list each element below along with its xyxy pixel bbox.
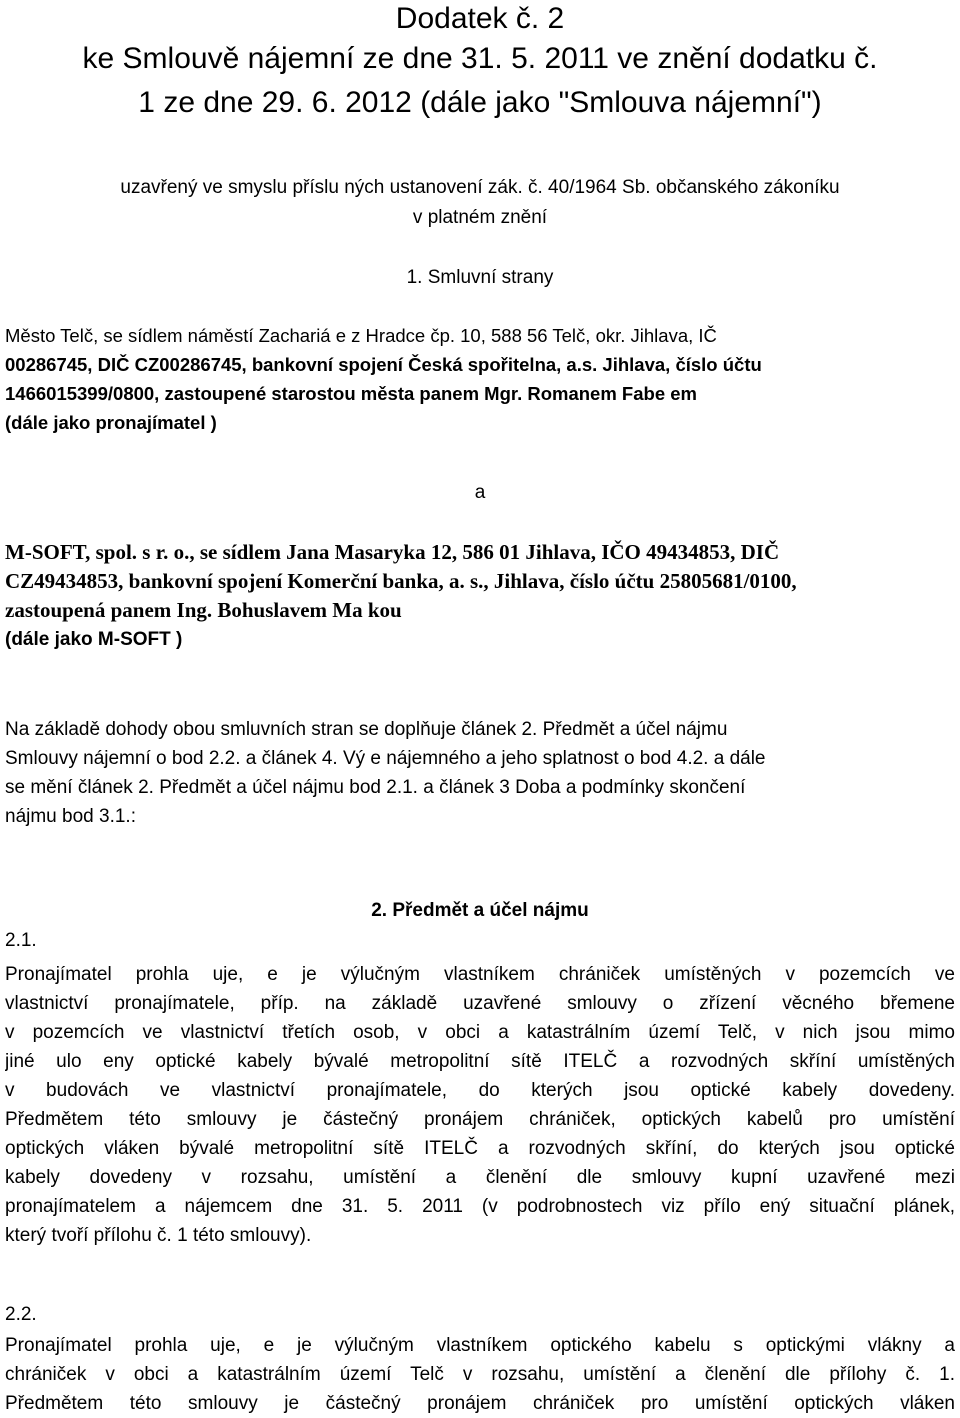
clause-2-1-line: v budovách ve vlastnictví pronajímatele, do kterých jsou optické kabely dovedeny. [5,1080,955,1101]
party-1-block [5,321,955,437]
intro-line: se mění článek 2. Předmět a účel nájmu bod 2.1. a článek 3 Doba a podmínky skončení [5,777,746,798]
document-title-line-1: Dodatek č. 2 [395,2,565,35]
party-1-line: Město Telč, se sídlem náměstí Zachariá e z Hradce čp. 10, 588 56 Telč, okr. Jihlava, IČ [5,325,717,346]
subtitle-line-2: v platném znění [412,207,548,228]
clause-2-1-line: který tvoří přílohu č. 1 této smlouvy). [5,1225,312,1246]
intro-line: nájmu bod 3.1.: [5,806,136,827]
intro-paragraph [5,715,955,831]
party-1-line: (dále jako pronajímatel ) [5,412,217,433]
party-2-line: zastoupená panem Ing. Bohuslavem Ma kou [5,598,402,622]
clause-2-2-text [5,1331,955,1418]
section-2-heading: 2. Předmět a účel nájmu [371,900,589,921]
document-title-line-3: 1 ze dne 29. 6. 2012 (dále jako "Smlouva nájemní") [138,86,822,119]
clause-2-1-line: Pronajímatel prohla uje, e je výlučným vlastníkem chrániček umístěných v pozemcích ve [5,964,955,985]
clause-2-1-text [5,960,955,1250]
party-1-line: 00286745, DIČ CZ00286745, bankovní spojení Česká spořitelna, a.s. Jihlava, číslo účtu [5,354,762,375]
party-2-line: CZ49434853, bankovní spojení Komerční banka, a. s., Jihlava, číslo účtu 25805681/0100, [5,569,797,593]
clause-2-1-line: jiné ulo eny optické kabely bývalé metropolitní sítě ITELČ a rozvodných skříní umístěných [5,1051,955,1072]
clause-2-1-line: pronajímatelem a nájemcem dne 31. 5. 2011 (v podrobnostech viz přílo ený situační plánek, [5,1196,955,1217]
party-2-alias: (dále jako M-SOFT ) [5,629,183,650]
clause-2-1-line: v pozemcích ve vlastnictví třetích osob, v obci a katastrálním území Telč, v nich jsou mimo [5,1022,955,1043]
clause-2-2-line: Pronajímatel prohla uje, e je výlučným vlastníkem optického kabelu s optickými vlákny a [5,1335,955,1356]
clause-2-1-number: 2.1. [5,930,37,951]
section-1-heading: 1. Smluvní strany [406,267,554,288]
conjunction-and: a [474,482,486,503]
subtitle-line-1: uzavřený ve smyslu příslu ných ustanovení zák. č. 40/1964 Sb. občanského zákoníku [120,177,840,198]
party-2-line: M-SOFT, spol. s r. o., se sídlem Jana Masaryka 12, 586 01 Jihlava, IČO 49434853, DIČ [5,540,780,564]
clause-2-1-line: optických vláken bývalé metropolitní sítě ITELČ a rozvodných skříní, do kterých jsou optické [5,1138,955,1159]
clause-2-1-line: kabely dovedeny v rozsahu, umístění a členění dle smlouvy kupní uzavřené mezi [5,1167,955,1188]
clause-2-2-number: 2.2. [5,1304,37,1325]
clause-2-1-line: vlastnictví pronajímatele, příp. na základě uzavřené smlouvy o zřízení věcného břemene [5,993,955,1014]
clause-2-2-line: chrániček v obci a katastrálním území Telč v rozsahu, umístění a členění dle přílohy č. 1. [5,1364,955,1385]
clause-2-1-line: Předmětem této smlouvy je částečný pronájem chrániček, optických kabelů pro umístění [5,1109,955,1130]
document-title-line-2: ke Smlouvě nájemní ze dne 31. 5. 2011 ve znění dodatku č. [82,42,878,75]
clause-2-2-line: Předmětem této smlouvy je částečný pronájem chrániček pro umístění optických vláken [5,1393,955,1414]
party-1-line: 1466015399/0800, zastoupené starostou města panem Mgr. Romanem Fabe em [5,383,697,404]
intro-line: Na základě dohody obou smluvních stran se doplňuje článek 2. Předmět a účel nájmu [5,719,728,740]
intro-line: Smlouvy nájemní o bod 2.2. a článek 4. Vý e nájemného a jeho splatnost o bod 4.2. a dále [5,748,766,769]
party-2-block [5,538,955,654]
